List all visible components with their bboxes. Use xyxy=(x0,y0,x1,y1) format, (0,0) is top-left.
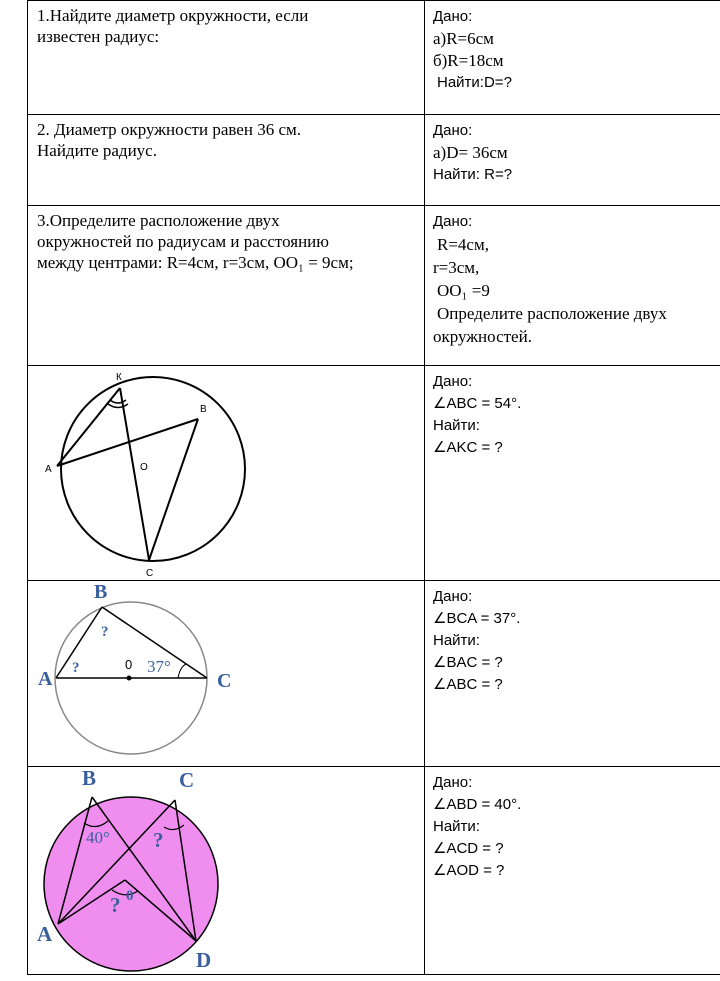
point-label-a: А xyxy=(45,464,52,475)
given-cell xyxy=(425,767,720,975)
worksheet-table xyxy=(27,0,720,975)
given-title: Дано: xyxy=(433,373,473,390)
given-line: R=4см, xyxy=(437,235,489,254)
unknown-angle-label: ? xyxy=(72,660,80,676)
angle-label: 40° xyxy=(86,828,110,847)
chord-ab xyxy=(57,419,198,466)
given-cell xyxy=(425,1,720,115)
table-row xyxy=(28,1,720,115)
task-text-line: 1.Найдите диаметр окружности, если xyxy=(37,6,309,25)
unknown-line: ∠ACD = ? xyxy=(433,840,504,857)
task-cell xyxy=(28,115,425,206)
given-title: Дано: xyxy=(433,588,473,605)
task-text-line: известен радиус: xyxy=(37,27,160,46)
inscribed-quad-figure xyxy=(28,767,424,974)
given-title: Дано: xyxy=(433,8,473,25)
given-line: Определите расположение двух xyxy=(437,304,667,323)
given-title: Дано: xyxy=(433,122,473,139)
table-row xyxy=(28,366,720,581)
task-cell xyxy=(28,206,425,366)
find-text: Найти: R=? xyxy=(433,166,513,183)
given-line: а)D= 36см xyxy=(433,143,508,162)
center-point xyxy=(127,676,132,681)
unknown-line: ∠AOD = ? xyxy=(433,862,505,879)
point-label-c: C xyxy=(179,768,195,792)
angle-label: 37° xyxy=(147,657,171,676)
center-label-o: 0 xyxy=(125,657,133,672)
unknown-angle-label: ? xyxy=(110,893,121,917)
table-row xyxy=(28,206,720,366)
task-text-line: 3.Определите расположение двух xyxy=(37,211,280,230)
inscribed-angle-figure xyxy=(28,366,424,580)
circle-outline xyxy=(61,377,245,561)
point-label-d: D xyxy=(196,948,212,972)
point-label-o: О xyxy=(140,462,148,473)
angle-arc xyxy=(110,400,126,403)
unknown-line: ∠AKC = ? xyxy=(433,439,503,456)
figure-cell xyxy=(28,767,425,975)
unknown-angle-label: ? xyxy=(153,828,164,852)
figure-cell xyxy=(28,366,425,581)
given-line: а)R=6см xyxy=(433,29,494,48)
given-cell xyxy=(425,581,720,767)
given-line: r=3см, xyxy=(433,258,480,277)
angle-arc xyxy=(178,664,186,678)
task-text-line: Найдите радиус. xyxy=(37,141,157,160)
given-cell xyxy=(425,115,720,206)
point-label-b: B xyxy=(94,581,108,603)
find-text: Найти: xyxy=(433,417,480,434)
find-text: Найти:D=? xyxy=(437,74,512,91)
table-row xyxy=(28,115,720,206)
task-text-line: 2. Диаметр окружности равен 36 см. xyxy=(37,120,301,139)
unknown-angle-label: ? xyxy=(101,624,109,640)
find-text: Найти: xyxy=(433,818,480,835)
task-text-line: окружностей по радиусам и расстоянию xyxy=(37,232,329,251)
point-label-a: A xyxy=(37,922,53,946)
given-title: Дано: xyxy=(433,774,473,791)
task-cell xyxy=(28,1,425,115)
table-row xyxy=(28,767,720,975)
angle-arc xyxy=(108,404,128,408)
point-label-b: B xyxy=(82,767,97,790)
right-triangle-figure xyxy=(28,581,424,766)
chord-kc xyxy=(120,388,149,560)
point-label-k: К xyxy=(116,372,122,383)
point-label-c: С xyxy=(146,568,154,579)
given-cell xyxy=(425,206,720,366)
given-line: б)R=18см xyxy=(433,51,504,70)
filled-circle xyxy=(44,797,218,971)
given-line: OO₁ =9 xyxy=(437,281,490,300)
unknown-line: ∠ABC = ? xyxy=(433,676,503,693)
point-label-b: В xyxy=(200,404,207,415)
chord-bc xyxy=(149,419,198,560)
task-text-line: между центрами: R=4см, r=3см, OO₁ = 9см; xyxy=(37,253,354,272)
given-cell xyxy=(425,366,720,581)
point-label-c: C xyxy=(217,670,232,692)
unknown-line: ∠BAC = ? xyxy=(433,654,503,671)
figure-cell xyxy=(28,581,425,767)
given-title: Дано: xyxy=(433,213,473,230)
given-condition: ∠BCA = 37°. xyxy=(433,610,521,627)
table-row xyxy=(28,581,720,767)
given-line: окружностей. xyxy=(433,327,532,346)
point-label-a: A xyxy=(38,668,53,690)
given-condition: ∠ABD = 40°. xyxy=(433,796,522,813)
find-text: Найти: xyxy=(433,632,480,649)
given-condition: ∠ABC = 54°. xyxy=(433,395,522,412)
center-label-o: 0 xyxy=(126,888,134,904)
